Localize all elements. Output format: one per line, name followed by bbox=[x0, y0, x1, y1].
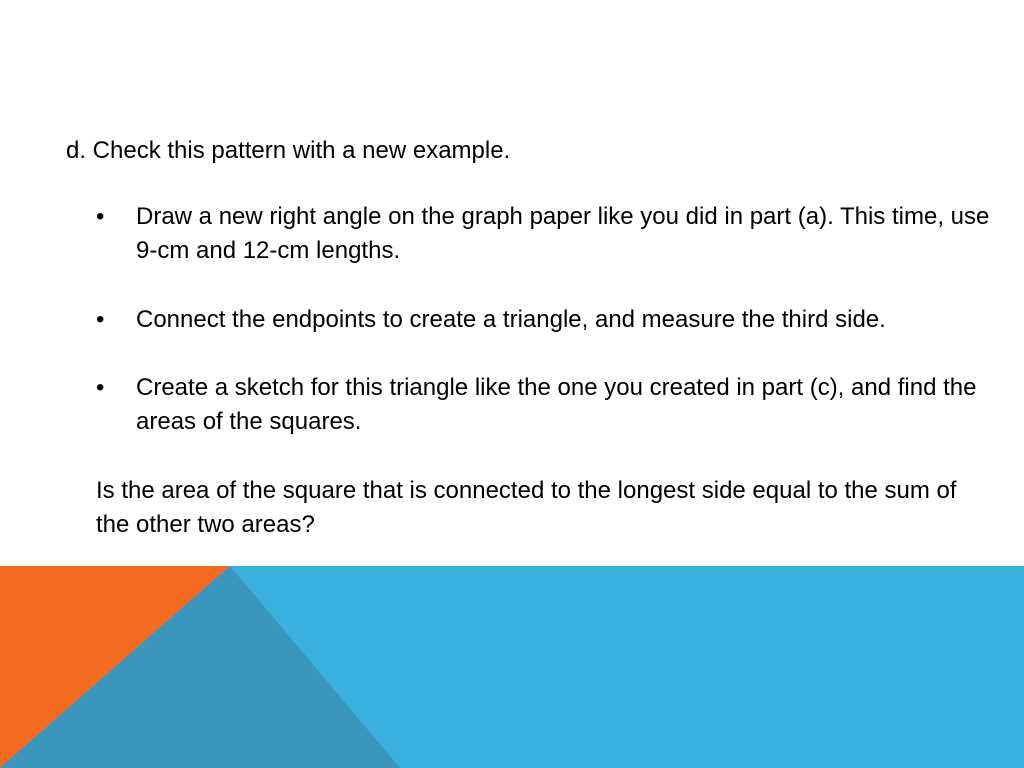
bullet-item bbox=[96, 371, 996, 439]
bullet-icon: • bbox=[96, 374, 105, 401]
decorative-footer-band bbox=[0, 566, 1024, 768]
bullet-text: Create a sketch for this triangle like the one you created in part (c), and find the areas of the squares. bbox=[136, 374, 977, 435]
bullet-icon: • bbox=[96, 306, 105, 333]
bullet-icon: • bbox=[96, 203, 105, 230]
question-text: Is the area of the square that is connected to the longest side equal to the sum of the other two areas? bbox=[96, 477, 957, 538]
slide-heading: d. Check this pattern with a new example. bbox=[66, 137, 511, 164]
bullet-text: Draw a new right angle on the graph paper like you did in part (a). This time, use 9-cm and 12-cm lengths. bbox=[136, 203, 990, 264]
bullet-item bbox=[96, 303, 996, 337]
bullet-text: Connect the endpoints to create a triangle, and measure the third side. bbox=[136, 306, 886, 333]
footer-shapes bbox=[0, 566, 1024, 768]
bullet-item bbox=[96, 200, 996, 268]
